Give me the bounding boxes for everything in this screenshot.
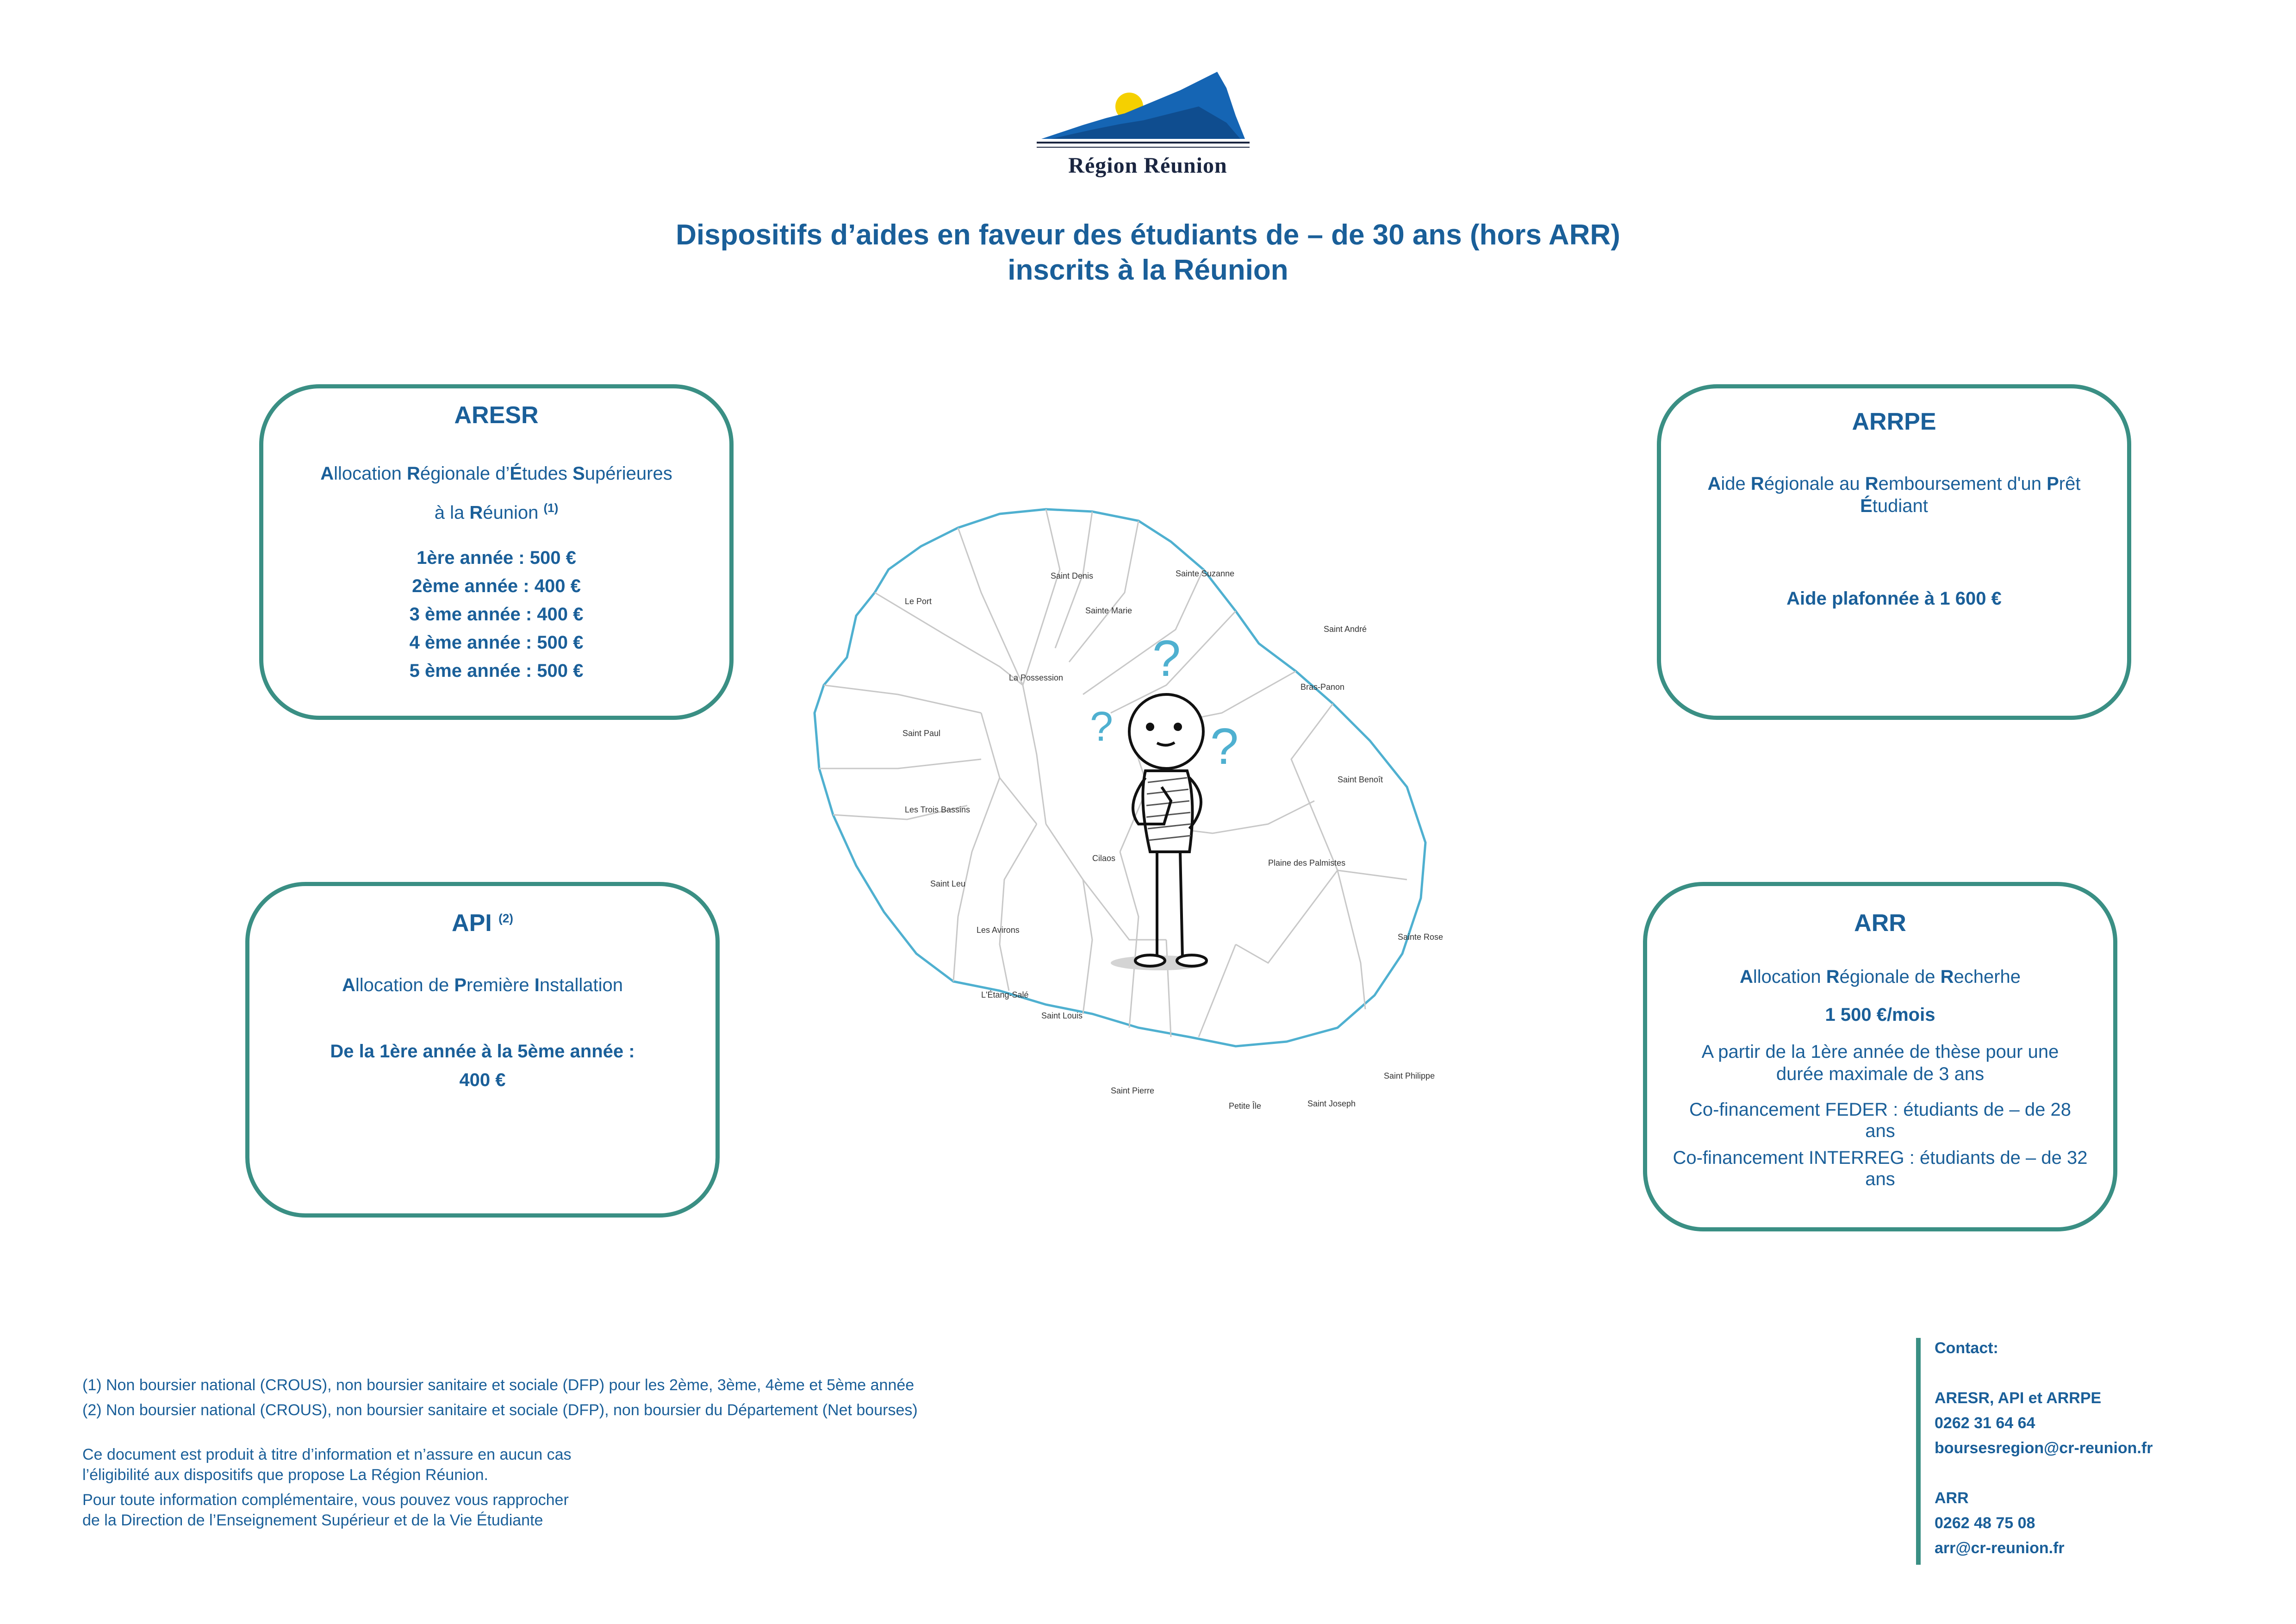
question-mark-icon: ? <box>1210 718 1239 775</box>
reunion-map <box>805 500 1583 1157</box>
town-saint-andre: Saint André <box>1324 625 1367 634</box>
arrpe-card <box>1657 384 2131 720</box>
arrpe-heading: ARRPE <box>1852 408 1936 435</box>
acronym-letter: R <box>1865 474 1879 494</box>
footnote-2: (2) Non boursier national (CROUS), non boursier sanitaire et sociale (DFP), non boursier du Département (Net bourses) <box>82 1401 918 1419</box>
acronym-letter: I <box>534 975 540 995</box>
desc-text: remière <box>467 975 535 995</box>
page-title <box>0 218 2296 288</box>
api-heading <box>249 909 716 937</box>
api-amount-line-2: 400 € <box>459 1070 506 1090</box>
footnote-ref: (1) <box>543 501 559 515</box>
desc-text: emboursement d'un <box>1878 474 2047 494</box>
contact-group1-email[interactable]: boursesregion@cr-reunion.fr <box>1935 1439 2153 1457</box>
town-saint-philippe: Saint Philippe <box>1384 1071 1435 1081</box>
disclaimer-eligibility: Ce document est produit à titre d’information et n’assure en aucun cas l’éligibilité aux dispositifs que propose La Région Réunion. <box>82 1446 572 1484</box>
contact-group2-phone: 0262 48 75 08 <box>1935 1514 2035 1532</box>
town-saint-leu: Saint Leu <box>930 879 966 888</box>
arr-amount: 1 500 €/mois <box>1825 1005 1935 1025</box>
desc-text: à la <box>434 502 470 523</box>
aresr-heading: ARESR <box>454 402 539 429</box>
arr-description <box>1647 965 2113 989</box>
desc-text: llocation de <box>355 975 454 995</box>
desc-text: rêt <box>2059 474 2081 494</box>
contact-group1-title: ARESR, API et ARRPE <box>1935 1389 2102 1407</box>
town-cilaos: Cilaos <box>1092 854 1116 863</box>
aresr-description-line-2 <box>263 496 729 525</box>
contact-group2-email[interactable]: arr@cr-reunion.fr <box>1935 1539 2065 1557</box>
footnote-ref: (2) <box>498 911 513 925</box>
arrpe-amount: Aide plafonnée à 1 600 € <box>1786 588 2002 609</box>
acronym-letter: R <box>1826 967 1840 987</box>
arr-card <box>1643 882 2117 1231</box>
question-mark-icon: ? <box>1152 630 1181 687</box>
desc-text: égionale au <box>1764 474 1865 494</box>
disclaimer-info: Pour toute information complémentaire, vous pouvez vous rapprocher de la Direction de l’Enseignement Supérieur et de la Vie Étudiante <box>82 1491 569 1529</box>
contact-label: Contact: <box>1935 1339 1998 1357</box>
api-amount-line-1: De la 1ère année à la 5ème année : <box>330 1041 635 1062</box>
arr-interreg: Co-financement INTERREG : étudiants de – de 32 ans <box>1673 1148 2088 1189</box>
logo-mountain-icon <box>1032 69 1254 153</box>
town-sainte-suzanne: Sainte Suzanne <box>1176 569 1235 578</box>
town-sainte-marie: Sainte Marie <box>1085 606 1132 615</box>
town-saint-pierre: Saint Pierre <box>1111 1086 1155 1095</box>
contact-spacer <box>1935 1461 2259 1486</box>
desc-text: llocation <box>1753 967 1826 987</box>
town-sainte-rose: Sainte Rose <box>1398 932 1444 942</box>
desc-text: nstallation <box>539 975 623 995</box>
aresr-amount: 3 ème année : 400 € <box>409 604 584 625</box>
api-heading-text: API <box>452 910 499 937</box>
acronym-letter: A <box>1707 474 1721 494</box>
desc-text: echerhe <box>1954 967 2021 987</box>
desc-text: égionale de <box>1839 967 1941 987</box>
aresr-amount: 4 ème année : 500 € <box>409 632 584 653</box>
region-reunion-logo <box>1032 69 1254 181</box>
arr-feder: Co-financement FEDER : étudiants de – de 28 ans <box>1689 1099 2071 1141</box>
acronym-letter: É <box>510 463 523 484</box>
desc-text: éunion <box>483 502 544 523</box>
town-saint-benoit: Saint Benoît <box>1338 775 1383 784</box>
town-la-possession: La Possession <box>1009 673 1064 682</box>
town-les-avirons: Les Avirons <box>977 925 1020 935</box>
contact-group2-title: ARR <box>1935 1489 1969 1507</box>
api-card <box>245 882 720 1218</box>
town-les-trois-bassins: Les Trois Bassins <box>905 805 971 814</box>
footnote-1: (1) Non boursier national (CROUS), non boursier sanitaire et sociale (DFP) pour les 2ème, 3ème, 4ème et 5ème année <box>82 1376 915 1394</box>
footnotes <box>82 1373 1193 1423</box>
arr-heading: ARR <box>1854 910 1906 937</box>
town-petite-ile: Petite Île <box>1229 1101 1262 1111</box>
aresr-description-line-1 <box>263 462 729 486</box>
town-plaine-des-palmistes: Plaine des Palmistes <box>1268 858 1346 868</box>
acronym-letter: P <box>2047 474 2059 494</box>
town-letang-sale: L'Étang-Salé <box>981 990 1029 999</box>
acronym-letter: A <box>320 463 334 484</box>
acronym-letter: A <box>342 975 355 995</box>
acronym-letter: R <box>1750 474 1764 494</box>
town-saint-louis: Saint Louis <box>1041 1011 1083 1020</box>
acronym-letter: R <box>1940 967 1954 987</box>
title-line-2: inscrits à la Réunion <box>1008 254 1288 286</box>
title-line-1: Dispositifs d’aides en faveur des étudiants de – de 30 ans (hors ARR) <box>676 219 1620 251</box>
aresr-amount: 2ème année : 400 € <box>412 576 581 597</box>
disclaimer <box>82 1444 573 1535</box>
town-saint-denis: Saint Denis <box>1051 571 1094 581</box>
arrpe-description <box>1661 473 2127 517</box>
desc-text: upérieures <box>585 463 672 484</box>
desc-text: ide <box>1721 474 1751 494</box>
acronym-letter: P <box>454 975 467 995</box>
town-le-port: Le Port <box>905 597 932 606</box>
town-saint-joseph: Saint Joseph <box>1307 1099 1356 1108</box>
arr-duration: A partir de la 1ère année de thèse pour une durée maximale de 3 ans <box>1701 1042 2059 1084</box>
desc-text: tudes <box>522 463 573 484</box>
acronym-letter: R <box>469 502 483 523</box>
contact-divider <box>1916 1338 1921 1565</box>
acronym-letter: É <box>1860 496 1873 516</box>
api-description <box>249 973 716 997</box>
town-bras-panon: Bras-Panon <box>1300 682 1345 692</box>
contact-group1-phone: 0262 31 64 64 <box>1935 1414 2035 1432</box>
acronym-letter: S <box>572 463 585 484</box>
acronym-letter: A <box>1739 967 1753 987</box>
contact-block <box>1935 1336 2259 1561</box>
aresr-amount: 5 ème année : 500 € <box>409 661 584 681</box>
aresr-amounts <box>263 544 729 685</box>
aresr-card <box>259 384 734 720</box>
town-saint-paul: Saint Paul <box>902 729 941 738</box>
aresr-amount: 1ère année : 500 € <box>417 548 576 568</box>
desc-text: égionale d’ <box>420 463 510 484</box>
contact-spacer <box>1935 1361 2259 1386</box>
desc-text: llocation <box>334 463 407 484</box>
desc-text: tudiant <box>1872 496 1928 516</box>
reunion-map-svg <box>805 500 1583 1157</box>
logo-text: Région Réunion <box>1068 153 1227 178</box>
question-mark-icon: ? <box>1090 704 1114 750</box>
acronym-letter: R <box>407 463 420 484</box>
